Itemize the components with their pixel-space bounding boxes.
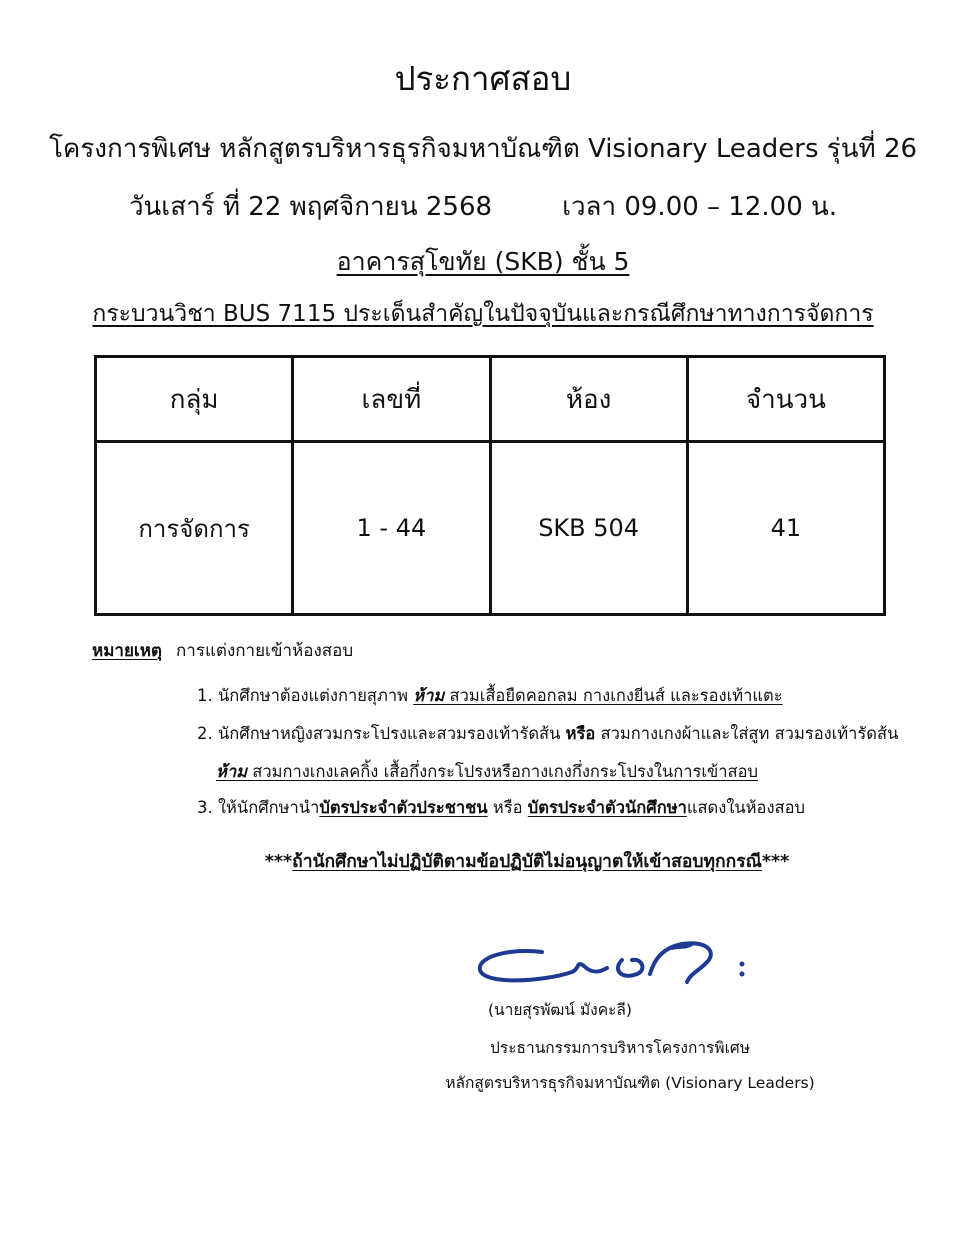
- note-item-3-rest: แสดงในห้องสอบ: [686, 798, 805, 817]
- warning-notice: [0, 847, 966, 875]
- notes-heading-text: การแต่งกายเข้าห้องสอบ: [175, 641, 354, 661]
- note-item-2: [197, 721, 898, 747]
- note-item-1-prefix: 1. นักศึกษาต้องแต่งกายสุภาพ: [197, 686, 414, 705]
- signatory-program: หลักสูตรบริหารธุรกิจมหาบัณฑิต (Visionary Leaders): [445, 1074, 815, 1092]
- note-item-3-student-card: บัตรประจำตัวนักศึกษา: [527, 798, 687, 817]
- table-row: [96, 442, 885, 615]
- course-title: กระบวนวิชา BUS 7115 ประเด็นสำคัญในปัจจุบันและกรณีศึกษาทางการจัดการ: [92, 301, 874, 327]
- cell-group: การจัดการ: [96, 442, 293, 615]
- exam-room-table: [94, 355, 886, 616]
- warning-stars-left: ***: [264, 852, 293, 872]
- note-item-3-prefix: 3. ให้นักศึกษานำ: [197, 798, 320, 817]
- note-item-2-rest: สวมกางเกงผ้าและใส่สูท สวมรองเท้ารัดส้น: [595, 724, 899, 743]
- cell-seat-number: 1 - 44: [293, 442, 490, 615]
- exam-date: วันเสาร์ ที่ 22 พฤศจิกายน 2568: [128, 192, 493, 222]
- note-item-1-rest: สวมเสื้อยืดคอกลม กางเกงยีนส์ และรองเท้าแตะ: [444, 686, 783, 705]
- note-item-2b-forbid: ห้าม: [216, 762, 248, 781]
- warning-text: ถ้านักศึกษาไม่ปฏิบัติตามข้อปฏิบัติไม่อนุญาตให้เข้าสอบทุกกรณี: [292, 852, 762, 872]
- note-item-2-prefix: 2. นักศึกษาหญิงสวมกระโปรงและสวมรองเท้ารัดส้น: [197, 724, 566, 743]
- notes-heading: [92, 637, 353, 664]
- signature-image: [472, 930, 762, 990]
- note-item-1: [197, 683, 783, 709]
- table-header-row: [96, 357, 885, 442]
- exam-datetime: [0, 186, 966, 227]
- note-item-3-id-card: บัตรประจำตัวประชาชน: [319, 798, 488, 817]
- note-item-3: [197, 795, 805, 821]
- exam-building: อาคารสุโขทัย (SKB) ชั้น 5: [336, 247, 630, 276]
- note-item-2b-rest: สวมกางเกงเลคกิ้ง เสื้อกึ่งกระโปรงหรือกางเกงกึ่งกระโปรงในการเข้าสอบ: [247, 762, 758, 781]
- column-header-room: ห้อง: [490, 357, 687, 442]
- exam-time: เวลา 09.00 – 12.00 น.: [562, 192, 838, 222]
- note-item-1-forbid: ห้าม: [413, 686, 445, 705]
- cell-count: 41: [687, 442, 884, 615]
- column-header-count: จำนวน: [687, 357, 884, 442]
- note-item-2-continued: [216, 759, 758, 785]
- signatory-name: (นายสุรพัฒน์ มังคะลี): [488, 1001, 632, 1019]
- project-name: โครงการพิเศษ หลักสูตรบริหารธุรกิจมหาบัณฑิต Visionary Leaders รุ่นที่ 26: [48, 134, 918, 164]
- note-item-2-or: หรือ: [565, 724, 596, 743]
- warning-stars-right: ***: [761, 852, 790, 872]
- column-header-seat-number: เลขที่: [293, 357, 490, 442]
- page-title: ประกาศสอบ: [394, 59, 572, 98]
- note-item-3-or: หรือ: [487, 798, 528, 817]
- cell-room: SKB 504: [490, 442, 687, 615]
- column-header-group: กลุ่ม: [96, 357, 293, 442]
- notes-label: หมายเหตุ: [92, 641, 162, 661]
- signatory-position: ประธานกรรมการบริหารโครงการพิเศษ: [490, 1039, 750, 1057]
